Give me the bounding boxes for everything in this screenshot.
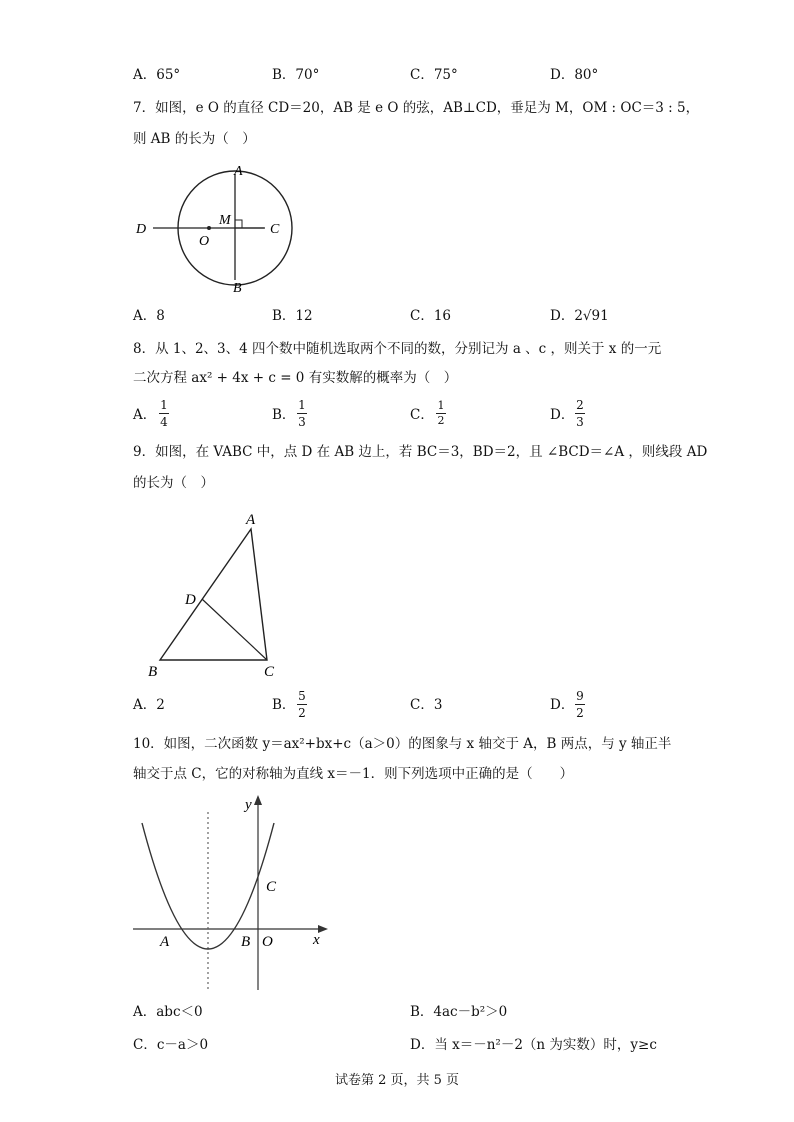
label-c: C	[270, 222, 280, 237]
q6-option-a: A．65°	[133, 67, 181, 83]
label-x: x	[313, 932, 320, 948]
right-angle-mark	[235, 220, 242, 228]
q7-option-c: C．16	[410, 308, 452, 324]
q10-stem-line1: 10．如图，二次函数 y＝ax²+bx+c（a＞0）的图象与 x 轴交于 A，B 两点，与 y 轴正半	[133, 736, 672, 752]
label-m: M	[219, 213, 231, 228]
triangle-abc	[160, 529, 267, 660]
label-b: B	[148, 664, 158, 680]
q6-option-c: C．75°	[410, 67, 458, 83]
q10-option-a: A．abc＜0	[133, 1004, 203, 1020]
label-y: y	[245, 797, 252, 813]
y-axis-arrow	[254, 795, 262, 805]
label-b: B	[233, 281, 242, 296]
label-b: B	[241, 934, 251, 950]
parabola-curve	[142, 823, 274, 949]
center-o	[207, 226, 211, 230]
q9-option-a: A．2	[133, 697, 165, 713]
q9-option-d-fraction: 9 2	[576, 689, 584, 720]
label-c: C	[264, 664, 275, 680]
q6-option-b: B．70°	[272, 67, 320, 83]
q8-option-c-fraction: 1 2	[437, 399, 445, 427]
label-d: D	[136, 222, 147, 237]
q7-stem-line1: 7．如图，e O 的直径 CD＝20，AB 是 e O 的弦，AB⊥CD，垂足为 M，OM : OC＝3 : 5，	[133, 100, 700, 116]
q9-option-b-fraction: 5 2	[298, 689, 306, 720]
q10-option-b: B．4ac－b²＞0	[410, 1004, 508, 1020]
q9-stem-line2: 的长为（ ）	[133, 475, 214, 491]
label-d: D	[185, 592, 196, 608]
q9-triangle-figure	[140, 505, 300, 685]
label-o: O	[199, 234, 210, 249]
label-a: A	[246, 512, 256, 528]
q8-option-d-fraction: 2 3	[576, 398, 584, 429]
q8-option-c-letter: C．	[410, 407, 434, 423]
page-footer: 试卷第 2 页，共 5 页	[334, 1073, 460, 1088]
q8-option-a-fraction: 1 4	[160, 398, 168, 429]
q10-stem-line2: 轴交于点 C，它的对称轴为直线 x＝－1．则下列选项中正确的是（ ）	[133, 766, 574, 782]
q10-option-c: C．c－a＞0	[133, 1037, 209, 1053]
q8-stem-line2: 二次方程 ax² + 4x + c = 0 有实数解的概率为（ ）	[133, 370, 458, 386]
q10-parabola-figure	[128, 790, 338, 995]
q7-option-d: D．2√91	[550, 308, 609, 324]
q9-option-c: C．3	[410, 697, 443, 713]
q8-stem-line1: 8．从 1、2、3、4 四个数中随机选取两个不同的数，分别记为 a 、c ，则关于 x 的一元	[133, 341, 662, 357]
q8-option-b-letter: B．	[272, 407, 296, 423]
q6-option-d: D．80°	[550, 67, 599, 83]
q7-stem-line2: 则 AB 的长为（ ）	[133, 131, 256, 147]
q8-option-a-letter: A．	[133, 407, 157, 423]
q7-option-b: B．12	[272, 308, 313, 324]
q8-option-d-letter: D．	[550, 407, 575, 423]
q7-option-a: A．8	[133, 308, 165, 324]
label-c: C	[266, 879, 277, 895]
q10-option-d: D．当 x＝－n²－2（n 为实数）时，y≥c	[410, 1037, 657, 1053]
segment-cd	[202, 599, 267, 660]
label-o: O	[262, 934, 273, 950]
q9-stem-line1: 9．如图，在 VABC 中，点 D 在 AB 边上，若 BC＝3，BD＝2，且 ∠BCD＝∠A ，则线段 AD	[133, 444, 708, 460]
label-a: A	[160, 934, 170, 950]
q9-option-b-letter: B．	[272, 697, 296, 713]
q8-option-b-fraction: 1 3	[298, 398, 306, 429]
label-a: A	[234, 164, 243, 179]
q7-circle-figure	[125, 160, 295, 300]
q9-option-d-letter: D．	[550, 697, 575, 713]
